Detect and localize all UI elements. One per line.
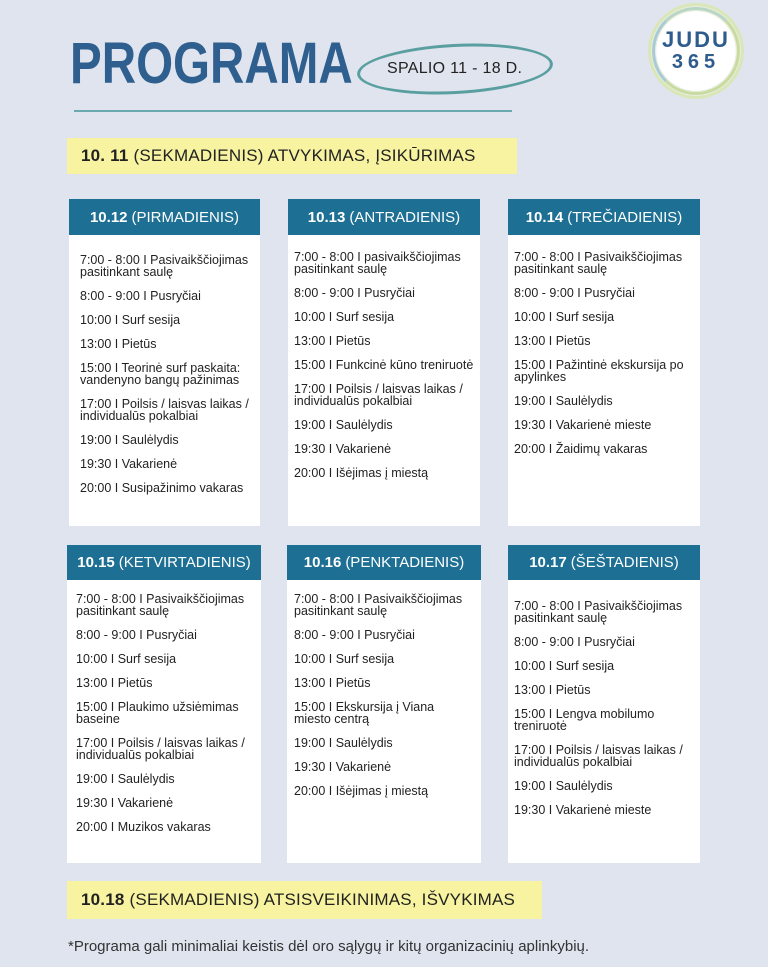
day-schedule: [294, 593, 474, 809]
schedule-item: 7:00 - 8:00 I Pasivaikščiojimas pasitinkant saulę: [76, 592, 245, 618]
schedule-item: 15:00 I Teorinė surf paskaita: vandenyno bangų pažinimas: [80, 361, 241, 387]
day-date: 10.15: [77, 554, 115, 571]
schedule-item: 10:00 I Surf sesija: [514, 659, 615, 673]
schedule-item: 7:00 - 8:00 I Pasivaikščiojimas pasitinkant saulę: [294, 592, 463, 618]
arrival-text: (SEKMADIENIS) ATVYKIMAS, ĮSIKŪRIMAS: [133, 146, 476, 165]
day-schedule: [76, 593, 256, 845]
schedule-item: 15:00 I Lengva mobilumo treniruotė: [514, 707, 655, 733]
departure-text: (SEKMADIENIS) ATSISVEIKINIMAS, IŠVYKIMAS: [129, 890, 516, 909]
schedule-item: 7:00 - 8:00 I Pasivaikščiojimas pasitinkant saulę: [514, 250, 683, 276]
schedule-item: 7:00 - 8:00 I Pasivaikščiojimas pasitinkant saulę: [514, 599, 683, 625]
schedule-item: 8:00 - 9:00 I Pusryčiai: [294, 628, 415, 642]
schedule-item: 15:00 I Funkcinė kūno treniruotė: [294, 358, 474, 372]
arrival-date: 10. 11: [81, 146, 129, 165]
schedule-item: 8:00 - 9:00 I Pusryčiai: [76, 628, 197, 642]
day-card-header: [288, 199, 480, 235]
schedule-item: 17:00 I Poilsis / laisvas laikas / individualūs pokalbiai: [514, 743, 683, 769]
dates-text: SPALIO 11 - 18 D.: [387, 60, 523, 78]
schedule-item: 15:00 I Plaukimo užsiėmimas baseine: [76, 700, 239, 726]
schedule-item: 8:00 - 9:00 I Pusryčiai: [514, 286, 635, 300]
schedule-item: 10:00 I Surf sesija: [514, 310, 615, 324]
schedule-item: 8:00 - 9:00 I Pusryčiai: [80, 289, 201, 303]
day-date: 10.13: [307, 208, 346, 226]
day-weekday: (PIRMADIENIS): [131, 208, 240, 226]
schedule-item: 13:00 I Pietūs: [76, 676, 153, 690]
day-date: 10.16: [303, 554, 342, 571]
day-date: 10.12: [89, 208, 128, 226]
title-underline: [74, 110, 512, 112]
day-schedule: [294, 251, 474, 491]
day-weekday: (ŠEŠTADIENIS): [570, 554, 679, 571]
schedule-item: 20:00 I Žaidimų vakaras: [514, 442, 648, 456]
schedule-item: 19:00 I Saulėlydis: [80, 433, 179, 447]
day-schedule: [514, 600, 692, 828]
schedule-item: 17:00 I Poilsis / laisvas laikas / individualūs pokalbiai: [80, 397, 249, 423]
day-weekday: (PENKTADIENIS): [345, 554, 465, 571]
schedule-item: 13:00 I Pietūs: [80, 337, 157, 351]
day-schedule: [514, 251, 692, 467]
schedule-item: 19:00 I Saulėlydis: [76, 772, 175, 786]
judu-logo: [648, 3, 744, 99]
schedule-item: 13:00 I Pietūs: [514, 334, 591, 348]
schedule-item: 20:00 I Susipažinimo vakaras: [80, 481, 244, 495]
schedule-item: 20:00 I Muzikos vakaras: [76, 820, 211, 834]
schedule-item: 10:00 I Surf sesija: [294, 310, 395, 324]
schedule-item: 19:30 I Vakarienė mieste: [514, 803, 652, 817]
schedule-item: 17:00 I Poilsis / laisvas laikas / individualūs pokalbiai: [294, 382, 463, 408]
schedule-item: 8:00 - 9:00 I Pusryčiai: [294, 286, 415, 300]
day-card-header: [69, 199, 260, 235]
day-schedule: [80, 254, 252, 506]
day-weekday: (ANTRADIENIS): [349, 208, 461, 226]
footnote: *Programa gali minimaliai keistis dėl oro sąlygų ir kitų organizacinių aplinkybių.: [68, 938, 590, 955]
day-date: 10.14: [525, 208, 564, 226]
departure-date: 10.18: [81, 890, 125, 909]
schedule-item: 13:00 I Pietūs: [514, 683, 591, 697]
page-title: PROGRAMA: [70, 31, 353, 96]
departure-banner: [67, 881, 542, 919]
schedule-item: 19:30 I Vakarienė: [80, 457, 178, 471]
day-card-header: [508, 545, 700, 580]
day-date: 10.17: [529, 554, 567, 571]
schedule-item: 19:30 I Vakarienė mieste: [514, 418, 652, 432]
schedule-item: 15:00 I Pažintinė ekskursija po apylinkes: [514, 358, 684, 384]
day-card-header: [508, 199, 700, 235]
schedule-item: 7:00 - 8:00 I Pasivaikščiojimas pasitinkant saulę: [80, 253, 249, 279]
schedule-item: 10:00 I Surf sesija: [76, 652, 177, 666]
schedule-item: 19:30 I Vakarienė: [294, 442, 392, 456]
dates-oval: [356, 39, 554, 99]
schedule-item: 7:00 - 8:00 I pasivaikščiojimas pasitinkant saulę: [294, 250, 461, 276]
schedule-item: 19:00 I Saulėlydis: [294, 736, 393, 750]
schedule-item: 19:00 I Saulėlydis: [294, 418, 393, 432]
schedule-item: 20:00 I Išėjimas į miestą: [294, 784, 429, 798]
schedule-item: 13:00 I Pietūs: [294, 334, 371, 348]
day-weekday: (TREČIADIENIS): [567, 208, 683, 226]
schedule-item: 10:00 I Surf sesija: [294, 652, 395, 666]
schedule-item: 20:00 I Išėjimas į miestą: [294, 466, 429, 480]
schedule-item: 17:00 I Poilsis / laisvas laikas / individualūs pokalbiai: [76, 736, 245, 762]
logo-line2: 365: [671, 51, 721, 73]
day-card-header: [67, 545, 261, 580]
schedule-item: 19:30 I Vakarienė: [294, 760, 392, 774]
schedule-item: 8:00 - 9:00 I Pusryčiai: [514, 635, 635, 649]
day-card-header: [287, 545, 481, 580]
schedule-item: 19:00 I Saulėlydis: [514, 779, 613, 793]
schedule-item: 13:00 I Pietūs: [294, 676, 371, 690]
logo-line1: JUDU: [662, 27, 730, 52]
day-weekday: (KETVIRTADIENIS): [118, 554, 251, 571]
schedule-item: 19:30 I Vakarienė: [76, 796, 174, 810]
schedule-item: 10:00 I Surf sesija: [80, 313, 181, 327]
schedule-item: 19:00 I Saulėlydis: [514, 394, 613, 408]
arrival-banner: [67, 138, 517, 174]
schedule-item: 15:00 I Ekskursija į Viana miesto centrą: [294, 700, 435, 726]
